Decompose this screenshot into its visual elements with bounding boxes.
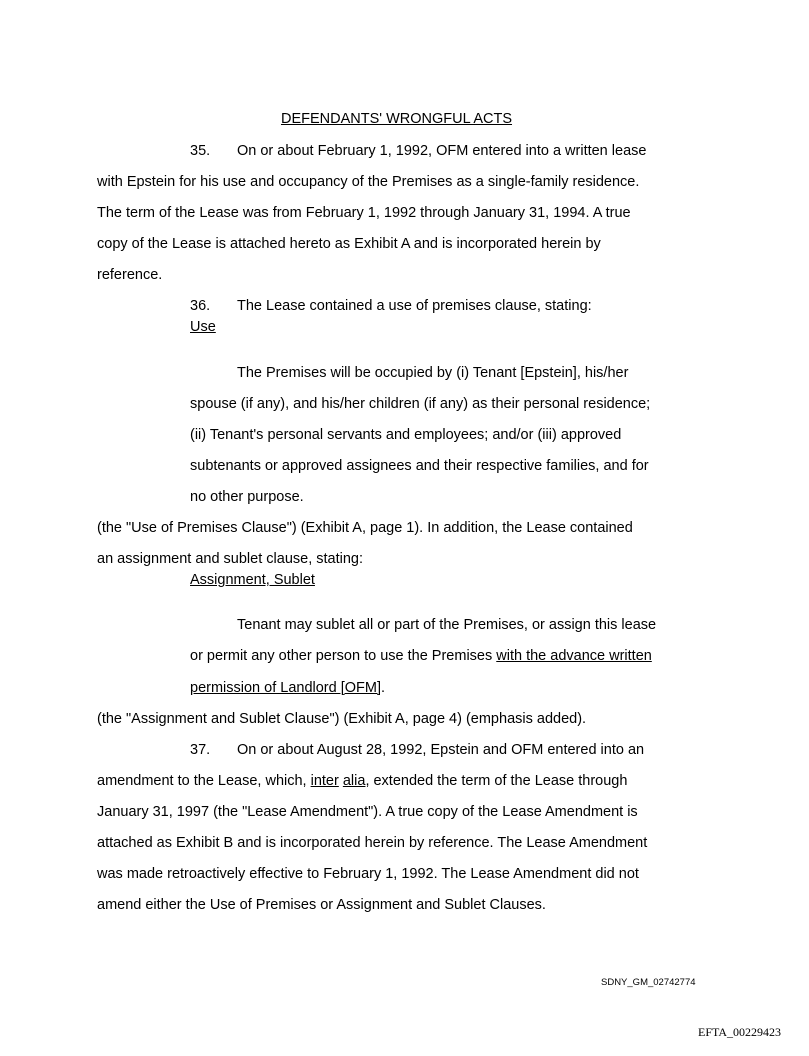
paragraph-37-line: attached as Exhibit B and is incorporated herein by reference. The Lease Amendment	[97, 835, 648, 851]
paragraph-36-line: (the "Use of Premises Clause") (Exhibit A, page 1). In addition, the Lease contained	[97, 520, 633, 536]
use-clause-heading: Use	[190, 319, 216, 335]
paragraph-35-first-line: On or about February 1, 1992, OFM entered into a written lease	[237, 143, 647, 159]
paragraph-37-number: 37.	[190, 742, 211, 758]
use-quote-line: no other purpose.	[190, 489, 304, 505]
bates-number: SDNY_GM_02742774	[601, 977, 696, 988]
paragraph-35-line: reference.	[97, 267, 163, 283]
paragraph-37-text: , extended the term of the Lease through	[365, 773, 628, 789]
use-quote-line: spouse (if any), and his/her children (if any) as their personal residence;	[190, 396, 651, 412]
paragraph-35-line: The term of the Lease was from February 1, 1992 through January 31, 1994. A true	[97, 205, 631, 221]
paragraph-37-text: amendment to the Lease, which,	[97, 773, 311, 789]
latin-term-alia: alia	[342, 773, 366, 789]
assignment-quote-text: or permit any other person to use the Premises	[190, 648, 497, 664]
paragraph-35-line: with Epstein for his use and occupancy of the Premises as a single-family residence.	[97, 174, 640, 190]
paragraph-37-line: January 31, 1997 (the "Lease Amendment"). A true copy of the Lease Amendment is	[97, 804, 638, 820]
paragraph-37-line: was made retroactively effective to February 1, 1992. The Lease Amendment did not	[97, 866, 639, 882]
paragraph-37-line	[97, 772, 627, 790]
section-heading: DEFENDANTS' WRONGFUL ACTS	[280, 111, 513, 127]
paragraph-36-line: an assignment and sublet clause, stating:	[97, 551, 363, 567]
paragraph-35-number: 35.	[190, 143, 211, 159]
use-quote-line: subtenants or approved assignees and their respective families, and for	[190, 458, 649, 474]
assignment-quote-line	[190, 647, 652, 665]
assignment-quote-line: Tenant may sublet all or part of the Premises, or assign this lease	[237, 617, 657, 633]
paragraph-37-line: amend either the Use of Premises or Assignment and Sublet Clauses.	[97, 897, 546, 913]
paragraph-36-line: (the "Assignment and Sublet Clause") (Exhibit A, page 4) (emphasis added).	[97, 711, 587, 727]
use-quote-line: (ii) Tenant's personal servants and employees; and/or (iii) approved	[190, 427, 622, 443]
emphasis-text: permission of Landlord [OFM]	[190, 680, 381, 696]
paragraph-37-first-line: On or about August 28, 1992, Epstein and OFM entered into an	[237, 742, 645, 758]
emphasis-text: with the advance written	[496, 648, 652, 664]
paragraph-36-number: 36.	[190, 298, 211, 314]
paragraph-35-line: copy of the Lease is attached hereto as Exhibit A and is incorporated herein by	[97, 236, 601, 252]
latin-term-inter: inter	[310, 773, 339, 789]
assignment-clause-heading: Assignment, Sublet	[190, 572, 315, 588]
paragraph-36-first-line: The Lease contained a use of premises clause, stating:	[237, 298, 592, 314]
assignment-quote-line	[190, 679, 385, 697]
use-quote-line: The Premises will be occupied by (i) Tenant [Epstein], his/her	[237, 365, 629, 381]
assignment-quote-text: .	[381, 680, 386, 696]
efta-number: EFTA_00229423	[698, 1025, 782, 1039]
